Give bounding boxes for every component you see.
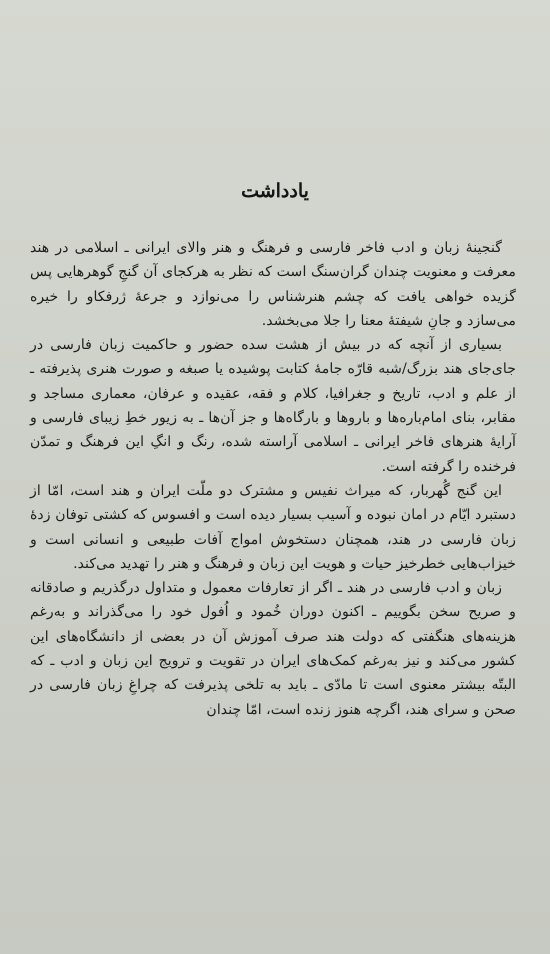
paragraph-2: بسیاری از آنچه که در بیش از هشت سده حضور و حاکمیت زبان فارسی در جای‌جای هند بزرگ/شبه قارّه جامهٔ کتابت پوشیده یا صبغه و صورت هنری پذیرفته ـ از علم و ادب، تاریخ و جغرافیا، کلام و فقه، عقیده و عرفان، معماری مساجد و مقابر، بنای امام‌باره‌ها و باروها و بارگاه‌ها و جز آن‌ها ـ به زیور خطِ زیبای فارسی و آرایهٔ هنرهای فاخر ایرانی ـ اسلامی آراسته شده، رنگ و انگِ این فرهنگ و تمدّن فرخنده را گرفته است. (30, 337, 516, 475)
page-heading: یادداشت (241, 180, 309, 202)
paragraph-4: زبان و ادب فارسی در هند ـ اگر از تعارفات معمول و متداول درگذریم و صادقانه و صریح سخن بگوییم ـ اکنون دوران خُمود و اُفول خود را می‌گذراند و به‌رغم هزینه‌های هنگفتی که دولت هند صرف آموزش آن در بعضی از دانشگاه‌های این کشور می‌کند و نیز به‌رغم کمک‌های ایران در تقویت و ترویج این زبان و ادب ـ که البتّه بیشتر معنوی است تا مادّی ـ باید به تلخی پذیرفت که چراغِ زبان فارسی در صحن و سرای هند، اگرچه هنوز زنده است، امّا چندان (30, 580, 516, 718)
paragraph-3: این گنج گُهربار، که میراث نفیس و مشترک دو ملّت ایران و هند است، امّا از دستبرد ایّام در امان نبوده و آسیب بسیار دیده است و افسوس که کشتی توفان زدهٔ زبان فارسی در هند، همچنان دستخوش امواج آفات طبیعی و انسانی است و خیزاب‌هایی خطرخیز حیات و هویت این زبان و فرهنگ و هنر را تهدید می‌کند. (30, 482, 516, 572)
body-text (30, 236, 516, 722)
paragraph-1: گنجینهٔ زبان و ادب فاخر فارسی و فرهنگ و هنر والای ایرانی ـ اسلامی در هند معرفت و معنویت چندان گران‌سنگ است که نظر به هرکجای آن گنجِ گوهرهایی پس گزیده خواهی یافت که چشم هنرشناس را می‌نوازد و جرعهٔ ژرفکاو را خیره می‌سازد و جانِ شیفتهٔ معنا را جلا می‌بخشد. (30, 240, 516, 329)
